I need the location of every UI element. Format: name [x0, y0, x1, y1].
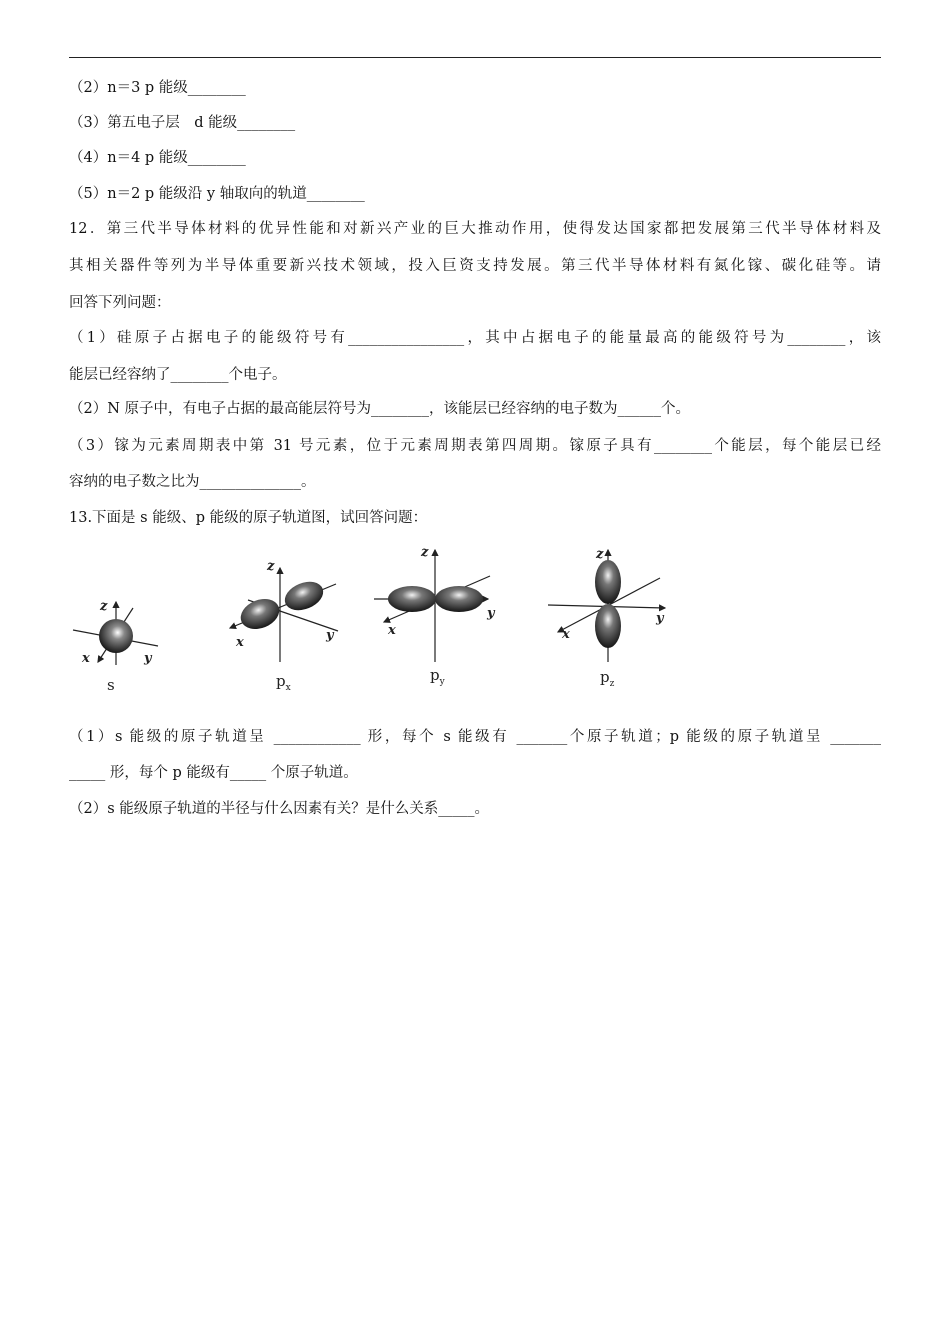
q13-part-1-line-2: _____ 形，每个 p 能级有_____ 个原子轨道。 [69, 765, 358, 781]
q12-intro-line-1: 12．第三代半导体材料的优异性能和对新兴产业的巨大推动作用，使得发达国家都把发展第三代半导体材料及 [69, 221, 881, 237]
q12-intro-line-3: 回答下列问题： [69, 295, 171, 311]
py-orbital-diagram [374, 545, 496, 687]
py-axis-x-label: x [388, 623, 396, 638]
py-caption-p: p [430, 666, 440, 684]
q11-item-2: （2）n＝3 p 能级________ [69, 80, 246, 96]
pz-caption-p: p [600, 668, 610, 686]
orbital-figure [60, 540, 700, 700]
py-caption [430, 666, 446, 687]
px-axis-x-label: x [236, 635, 244, 650]
q12-part-1-line-2: 能层已经容纳了________个电子。 [69, 367, 287, 383]
px-axis-y-label: y [326, 628, 334, 643]
s-caption: s [107, 676, 115, 694]
q12-intro-line-2: 其相关器件等列为半导体重要新兴技术领域，投入巨资支持发展。第三代半导体材料有氮化镓、碳化硅等。请 [69, 258, 881, 274]
pz-caption [600, 668, 615, 689]
pz-caption-sub: z [609, 679, 615, 689]
q13-part-2: （2）s 能级原子轨道的半径与什么因素有关？是什么关系_____。 [69, 801, 490, 817]
px-caption-p: p [276, 672, 286, 690]
px-caption [276, 672, 291, 693]
px-axis-z-label: z [267, 559, 275, 574]
q13-intro: 13.下面是 s 能级、p 能级的原子轨道图，试回答问题： [69, 510, 428, 526]
s-orbital-diagram [73, 599, 158, 694]
q11-item-4: （4）n＝4 p 能级________ [69, 150, 246, 166]
q12-part-1-line-1: （1）硅原子占据电子的能级符号有________________，其中占据电子的能量最高的能级符号为________，该 [69, 330, 881, 346]
s-axis-y-label: y [144, 651, 152, 666]
py-caption-sub: y [439, 677, 445, 687]
px-caption-sub: x [285, 683, 291, 693]
py-axis-y-label: y [487, 606, 495, 621]
pz-axis-y-label: y [656, 611, 664, 626]
q13-part-1-line-1: （1）s 能级的原子轨道呈 ____________ 形，每个 s 能级有 _______个原子轨道；p 能级的原子轨道呈 _______ [69, 729, 881, 745]
q11-item-5: （5）n＝2 p 能级沿 y 轴取向的轨道________ [69, 186, 365, 202]
pz-axis-z-label: z [596, 547, 604, 562]
s-axis-z-label: z [100, 599, 108, 614]
q12-part-3-line-1: （3）镓为元素周期表中第 31 号元素，位于元素周期表第四周期。镓原子具有________个能层，每个能层已经 [69, 438, 881, 454]
py-axis-z-label: z [421, 545, 429, 560]
s-axis-x-label: x [82, 651, 90, 666]
pz-orbital-diagram [548, 547, 665, 689]
header-rule [69, 57, 881, 58]
pz-axis-x-label: x [562, 627, 570, 642]
q11-item-3: （3）第五电子层 d 能级________ [69, 115, 296, 131]
px-orbital-diagram [230, 559, 338, 693]
q12-part-3-line-2: 容纳的电子数之比为______________。 [69, 474, 316, 490]
q12-part-2: （2）N 原子中，有电子占据的最高能层符号为________，该能层已经容纳的电子数为______个。 [69, 401, 691, 417]
